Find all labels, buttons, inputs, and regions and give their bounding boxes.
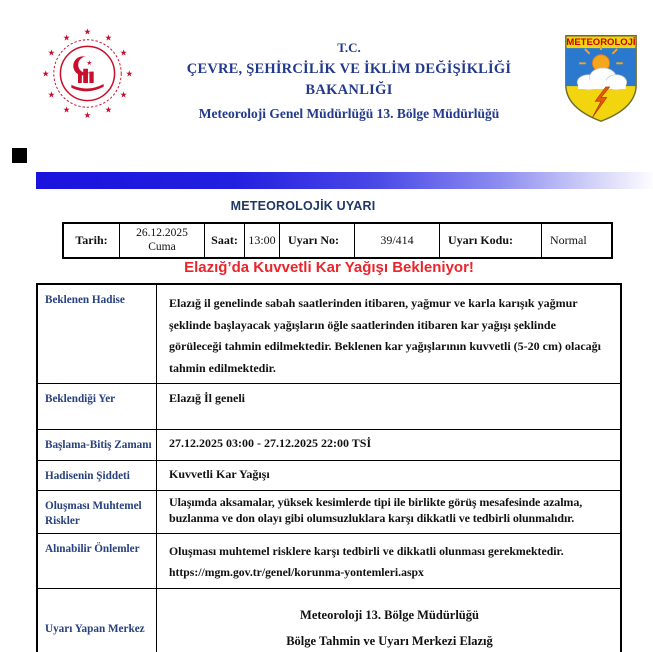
header-directorate: Meteoroloji Genel Müdürlüğü 13. Bölge Müdürlüğü bbox=[198, 106, 500, 121]
time-value: 13:00 bbox=[244, 224, 279, 257]
svg-text:★: ★ bbox=[104, 32, 113, 43]
meteorology-logo-icon bbox=[563, 32, 639, 125]
row-alinabilir-onlemler bbox=[38, 533, 620, 589]
row-value: Ulaşımda aksamalar, yüksek kesimlerde tipi ile birlikte görüş mesafesinde azalma, buzlanma ve don olayı gibi olumsuzluklara karşı dikkatli ve tedbirli olunmalıdır. bbox=[169, 495, 583, 526]
row-value: 27.12.2025 03:00 - 27.12.2025 22:00 TSİ bbox=[169, 436, 372, 451]
logo-text: METEOROLOJİ bbox=[566, 37, 636, 49]
issuing-center-line2: Bölge Tahmin ve Uyarı Merkezi Elazığ bbox=[286, 634, 493, 649]
row-label: Hadisenin Şiddeti bbox=[38, 461, 157, 490]
row-label: Alınabilir Önlemler bbox=[38, 534, 157, 589]
header-ministry-line1: ÇEVRE, ŞEHİRCİLİK VE İKLİM DEĞİŞİKLİĞİ bbox=[186, 61, 512, 77]
warning-code-value: Normal bbox=[541, 224, 611, 257]
warning-code-label: Uyarı Kodu: bbox=[439, 224, 541, 257]
svg-text:★: ★ bbox=[86, 59, 93, 67]
ministry-seal-icon bbox=[40, 26, 135, 121]
row-value bbox=[157, 589, 620, 652]
issuing-center-line1: Meteoroloji 13. Bölge Müdürlüğü bbox=[300, 608, 479, 623]
date-value-line1: 26.12.2025 bbox=[136, 227, 188, 240]
svg-text:★: ★ bbox=[125, 68, 134, 79]
row-beklenen-hadise bbox=[38, 285, 620, 383]
row-hadisenin-siddeti bbox=[38, 460, 620, 490]
warning-meta-table bbox=[62, 222, 613, 259]
header-tc: T.C. bbox=[337, 40, 361, 55]
warning-no-value: 39/414 bbox=[354, 224, 439, 257]
row-value: Elazığ il genelinde sabah saatlerinden itibaren, yağmur ve karla karışık yağmur şeklinde başlayacak yağışların öğle saatlerinden itibaren kar yağışı şeklinde görüleceği tahmin edilmektedir. Beklenen kar yağışlarının kuvvetli (5-20 cm) olacağı tahmin edilmektedir. bbox=[169, 296, 601, 375]
row-label: Başlama-Bitiş Zamanı bbox=[38, 430, 157, 460]
date-label: Tarih: bbox=[75, 233, 108, 247]
svg-text:★: ★ bbox=[41, 68, 50, 79]
header-title-block bbox=[135, 26, 563, 122]
warning-no-label: Uyarı No: bbox=[279, 224, 354, 257]
row-label: Oluşması Muhtemel Riskler bbox=[38, 491, 157, 532]
alert-headline: Elazığ’da Kuvvetli Kar Yağışı Bekleniyor! bbox=[184, 259, 474, 276]
date-value-line2: Cuma bbox=[148, 240, 176, 253]
svg-text:★: ★ bbox=[62, 104, 71, 115]
row-muhtemel-riskler bbox=[38, 490, 620, 532]
header-ministry-line2: BAKANLIĞI bbox=[305, 82, 393, 98]
svg-text:★: ★ bbox=[47, 47, 56, 58]
warning-detail-table bbox=[36, 283, 622, 652]
row-value bbox=[157, 534, 620, 589]
svg-text:★: ★ bbox=[119, 47, 128, 58]
time-label: Saat: bbox=[204, 224, 244, 257]
svg-text:★: ★ bbox=[119, 89, 128, 100]
row-uyari-yapan-merkez bbox=[38, 588, 620, 652]
svg-text:★: ★ bbox=[83, 26, 92, 37]
precaution-text: Oluşması muhtemel risklere karşı tedbirli ve dikkatli olunması gerekmektedir. bbox=[169, 543, 564, 558]
protection-methods-link[interactable]: https://mgm.gov.tr/genel/korunma-yontemleri.aspx bbox=[169, 565, 424, 579]
svg-text:★: ★ bbox=[47, 89, 56, 100]
row-value: Elazığ İl geneli bbox=[169, 391, 245, 406]
svg-text:★: ★ bbox=[83, 110, 92, 121]
row-label: Uyarı Yapan Merkez bbox=[38, 589, 157, 652]
black-square-mark bbox=[12, 148, 27, 163]
row-value: Kuvvetli Kar Yağışı bbox=[169, 467, 270, 482]
document-header bbox=[40, 26, 639, 125]
blue-gradient-bar bbox=[36, 172, 653, 189]
row-label: Beklenen Hadise bbox=[38, 285, 157, 383]
row-beklendigi-yer bbox=[38, 383, 620, 429]
svg-text:★: ★ bbox=[104, 104, 113, 115]
svg-text:★: ★ bbox=[62, 32, 71, 43]
row-baslama-bitis bbox=[38, 429, 620, 460]
section-title: METEOROLOJİK UYARI bbox=[230, 199, 376, 213]
date-value bbox=[119, 224, 204, 257]
row-label: Beklendiği Yer bbox=[38, 384, 157, 429]
